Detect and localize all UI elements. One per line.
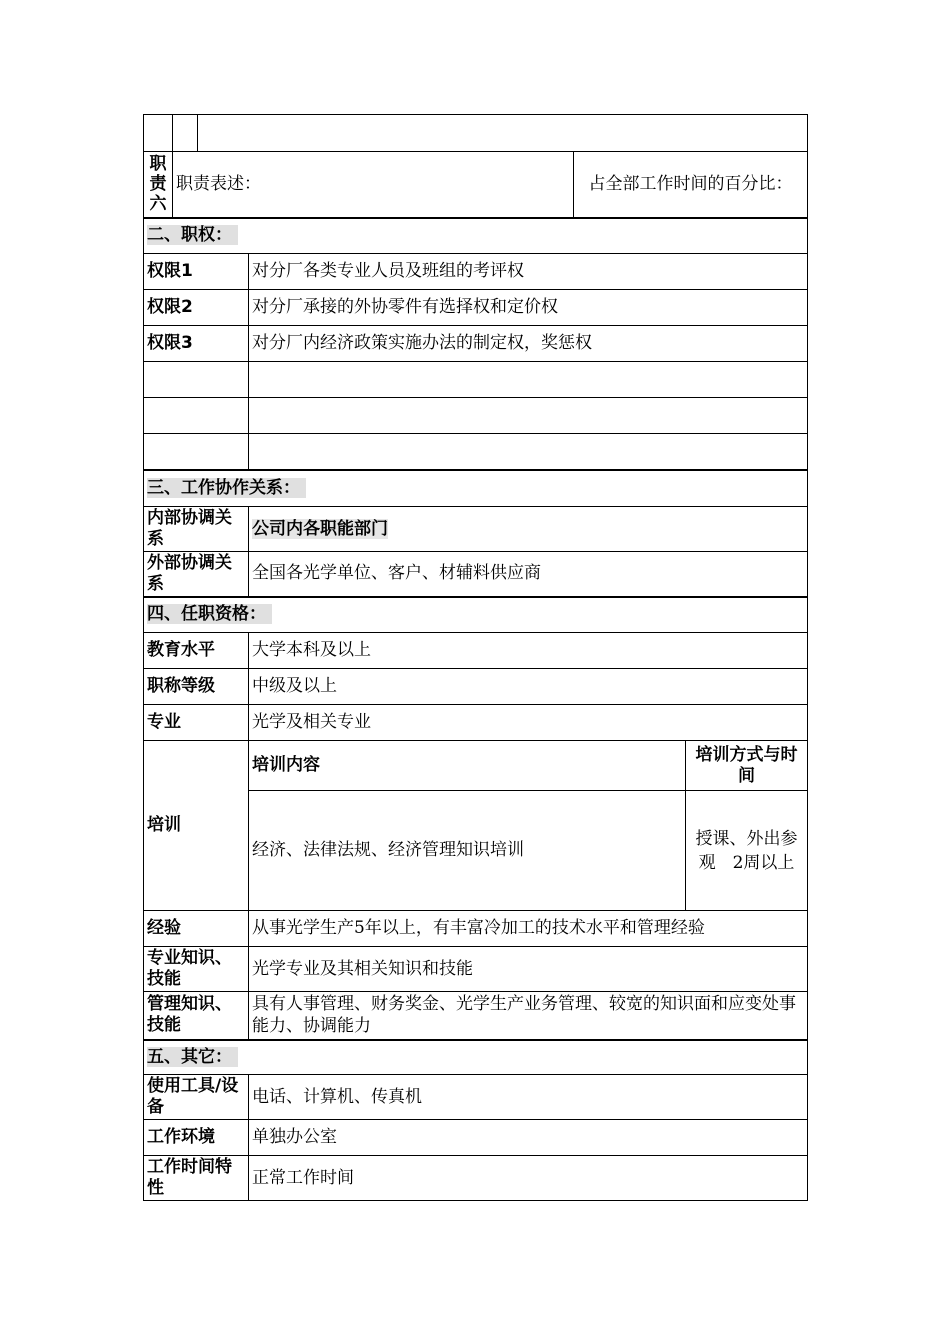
authority-empty-row: [144, 434, 808, 470]
title-level-label: 职称等级: [144, 669, 249, 705]
authority-1-label: 权限1: [144, 254, 249, 290]
internal-relation-label: 内部协调关系: [144, 507, 249, 552]
environment-row: [144, 1120, 808, 1156]
job-description-table: [143, 114, 808, 1201]
pro-knowledge-label: 专业知识、技能: [144, 947, 249, 992]
work-time-row: [144, 1156, 808, 1201]
experience-label: 经验: [144, 911, 249, 947]
major-label: 专业: [144, 705, 249, 741]
duty6-label: 职责六: [144, 152, 173, 218]
title-level-value: 中级及以上: [249, 669, 808, 705]
authority-empty-row: [144, 362, 808, 398]
authority-row-2: [144, 290, 808, 326]
section4-header: [144, 597, 808, 633]
education-row: [144, 633, 808, 669]
pro-knowledge-row: [144, 947, 808, 992]
authority-1-value: 对分厂各类专业人员及班组的考评权: [249, 254, 808, 290]
training-content-header: 培训内容: [249, 741, 686, 791]
environment-value: 单独办公室: [249, 1120, 808, 1156]
training-method-header: 培训方式与时间: [686, 741, 808, 791]
authority-row-3: [144, 326, 808, 362]
major-value: 光学及相关专业: [249, 705, 808, 741]
internal-relation-value: 公司内各职能部门: [252, 518, 388, 539]
section3-header: [144, 470, 808, 507]
top-blank-row: [144, 115, 808, 152]
duty6-percent-label: 占全部工作时间的百分比：: [574, 152, 808, 218]
external-relation-value: 全国各光学单位、客户、材辅料供应商: [249, 552, 808, 597]
tools-row: [144, 1075, 808, 1120]
section4-title: 四、任职资格：: [147, 604, 272, 624]
training-label: 培训: [144, 741, 249, 911]
work-time-value: 正常工作时间: [249, 1156, 808, 1201]
duty6-desc-label: 职责表述：: [173, 152, 574, 218]
section5-title: 五、其它：: [147, 1047, 238, 1067]
internal-relation-row: [144, 507, 808, 552]
external-relation-row: [144, 552, 808, 597]
training-content: 经济、法律法规、经济管理知识培训: [249, 791, 686, 911]
work-time-label: 工作时间特性: [144, 1156, 249, 1201]
environment-label: 工作环境: [144, 1120, 249, 1156]
title-level-row: [144, 669, 808, 705]
authority-3-label: 权限3: [144, 326, 249, 362]
tools-label: 使用工具/设备: [144, 1075, 249, 1120]
authority-row-1: [144, 254, 808, 290]
tools-value: 电话、计算机、传真机: [249, 1075, 808, 1120]
mgmt-knowledge-row: [144, 992, 808, 1040]
authority-3-value: 对分厂内经济政策实施办法的制定权，奖惩权: [249, 326, 808, 362]
experience-row: [144, 911, 808, 947]
major-row: [144, 705, 808, 741]
pro-knowledge-value: 光学专业及其相关知识和技能: [249, 947, 808, 992]
education-label: 教育水平: [144, 633, 249, 669]
section3-title: 三、工作协作关系：: [147, 478, 306, 498]
duty6-row: [144, 152, 808, 218]
mgmt-knowledge-label: 管理知识、技能: [144, 992, 249, 1040]
mgmt-knowledge-value: 具有人事管理、财务奖金、光学生产业务管理、较宽的知识面和应变处事能力、协调能力: [249, 992, 808, 1040]
section2-title: 二、职权：: [147, 225, 238, 245]
experience-value: 从事光学生产5年以上，有丰富冷加工的技术水平和管理经验: [249, 911, 808, 947]
authority-empty-row: [144, 398, 808, 434]
section2-header: [144, 218, 808, 254]
section5-header: [144, 1040, 808, 1075]
training-header-row: [144, 741, 808, 791]
external-relation-label: 外部协调关系: [144, 552, 249, 597]
education-value: 大学本科及以上: [249, 633, 808, 669]
job-description-sheet: [143, 114, 807, 1201]
training-method: 授课、外出参观 2周以上: [686, 791, 808, 911]
authority-2-value: 对分厂承接的外协零件有选择权和定价权: [249, 290, 808, 326]
authority-2-label: 权限2: [144, 290, 249, 326]
